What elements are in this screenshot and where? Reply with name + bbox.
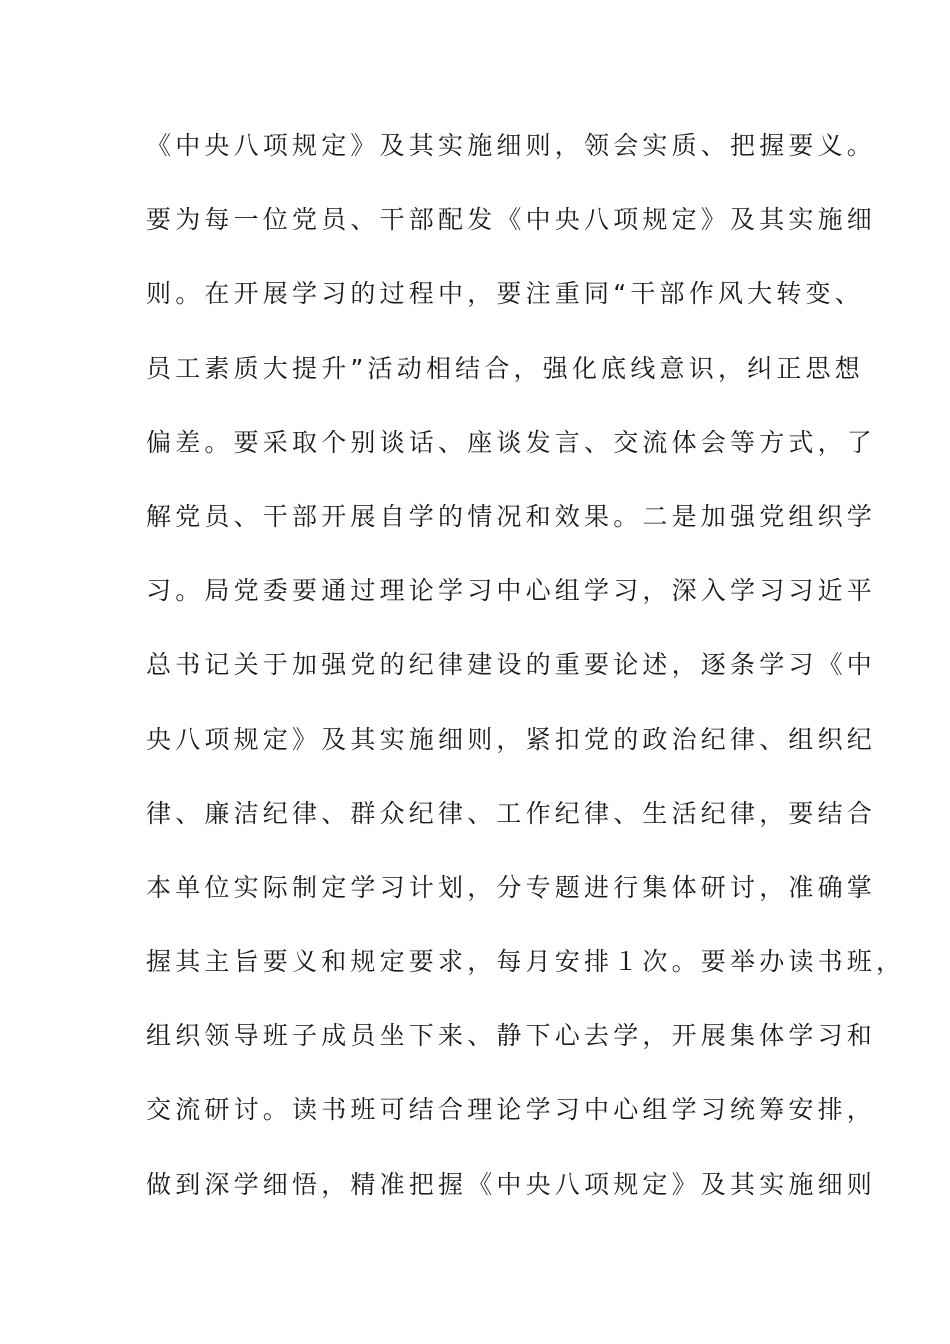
text-line: 则。在开展学习的过程中，要注重同“干部作风大转变、	[146, 279, 864, 309]
text-line: 偏差。要采取个别谈话、座谈发言、交流体会等方式，了	[146, 427, 877, 457]
text-line: 律、廉洁纪律、群众纪律、工作纪律、生活纪律，要结合	[146, 798, 877, 828]
text-line: 《中央八项规定》及其实施细则，领会实质、把握要义。	[146, 131, 877, 160]
text-line: 习。局党委要通过理论学习中心组学习，深入学习习近平	[146, 576, 877, 606]
text-line: 交流研讨。读书班可结合理论学习中心组学习统筹安排，	[146, 1095, 877, 1125]
text-line: 做到深学细悟，精准把握《中央八项规定》及其实施细则	[146, 1169, 877, 1199]
text-line: 员工素质大提升”活动相结合，强化底线意识，纠正思想	[146, 353, 864, 383]
text-line: 握其主旨要义和规定要求，每月安排１次。要举办读书班，	[146, 947, 906, 977]
text-line: 组织领导班子成员坐下来、静下心去学，开展集体学习和	[146, 1021, 877, 1051]
document-body	[146, 126, 906, 1239]
text-line: 本单位实际制定学习计划，分专题进行集体研讨，准确掌	[146, 872, 877, 902]
text-line: 总书记关于加强党的纪律建设的重要论述，逐条学习《中	[146, 650, 877, 680]
text-line: 要为每一位党员、干部配发《中央八项规定》及其实施细	[146, 205, 877, 235]
text-line: 央八项规定》及其实施细则，紧扣党的政治纪律、组织纪	[146, 724, 877, 754]
text-line: 解党员、干部开展自学的情况和效果。二是加强党组织学	[146, 501, 877, 531]
